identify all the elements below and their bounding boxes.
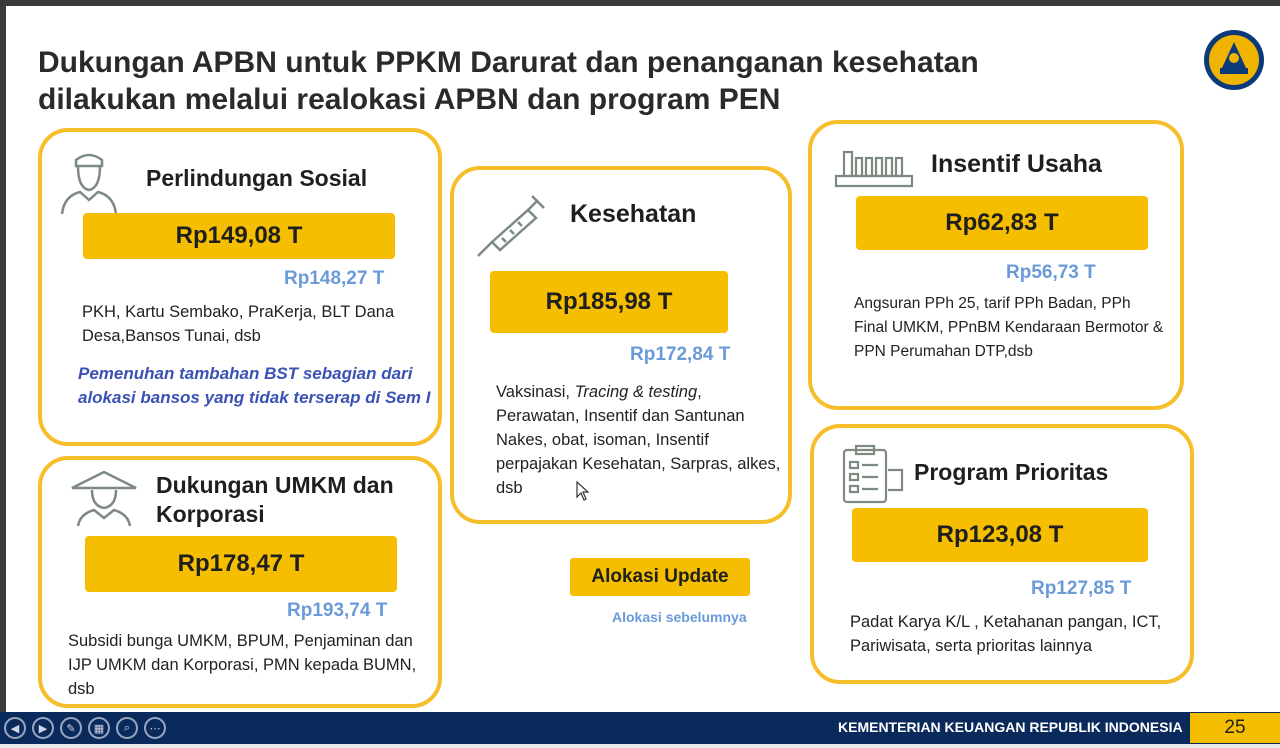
card-title-insentif: Insentif Usaha [931,150,1102,178]
factory-icon [834,146,914,188]
prev-amount-kesehatan: Rp172,84 T [630,344,731,365]
clipboard-icon [838,442,908,506]
syringe-icon [472,192,552,262]
prev-slide-icon[interactable]: ◀ [4,717,26,739]
slides-grid-icon[interactable]: ▦ [88,717,110,739]
prev-amount-prioritas: Rp127,85 T [1031,578,1132,599]
mouse-cursor-icon [576,481,590,501]
pen-icon[interactable]: ✎ [60,717,82,739]
desc-insentif: Angsuran PPh 25, tarif PPh Badan, PPh Final UMKM, PPnBM Kendaraan Bermotor & PPN Perumahan DTP,dsb [854,295,1164,360]
prev-amount-insentif: Rp56,73 T [1006,262,1096,283]
desc-kesehatan [496,380,781,500]
card-title-umkm-line1: Dukungan UMKM dan [156,472,394,498]
footer-organization: KEMENTERIAN KEUANGAN REPUBLIK INDONESIA [838,719,1183,735]
legend-alokasi-update: Alokasi Update [570,558,750,596]
note-perlindungan: Pemenuhan tambahan BST sebagian dari alokasi bansos yang tidak terserap di Sem I [78,364,431,407]
more-options-icon[interactable]: ⋯ [144,717,166,739]
prev-amount-umkm: Rp193,74 T [287,600,388,621]
slide-title [38,44,1138,118]
desc-perlindungan: PKH, Kartu Sembako, PraKerja, BLT Dana Desa,Bansos Tunai, dsb [82,303,395,345]
page-number: 25 [1190,713,1280,743]
desc-umkm: Subsidi bunga UMKM, BPUM, Penjaminan dan IJP UMKM dan Korporasi, PMN kepada BUMN, dsb [68,632,417,698]
person-icon [54,146,124,216]
presentation-controls [4,713,166,743]
prev-amount-perlindungan: Rp148,27 T [284,268,385,289]
bottom-strip [0,744,1280,748]
amount-kesehatan: Rp185,98 T [490,271,728,333]
title-line-1: Dukungan APBN untuk PPKM Darurat dan penanganan kesehatan [38,46,979,79]
amount-perlindungan: Rp149,08 T [83,213,395,259]
ministry-emblem-logo [1202,28,1266,92]
card-title-umkm [156,471,394,529]
farmer-icon [66,466,142,528]
desc-kesehatan-italic: Tracing & testing [574,383,698,401]
slide-canvas [6,6,1280,712]
card-title-perlindungan: Perlindungan Sosial [146,165,368,191]
next-slide-icon[interactable]: ▶ [32,717,54,739]
card-title-umkm-line2: Korporasi [156,501,265,527]
desc-kesehatan-part2: , Perawatan, Insentif dan Santunan Nakes, obat, isoman, Insentif perpajakan Kesehatan, Sarpras, alkes, dsb [496,383,781,497]
amount-insentif: Rp62,83 T [856,196,1148,250]
amount-prioritas: Rp123,08 T [852,508,1148,562]
amount-umkm: Rp178,47 T [85,536,397,592]
desc-kesehatan-part1: Vaksinasi, [496,383,575,401]
card-title-kesehatan: Kesehatan [570,200,697,228]
desc-prioritas: Padat Karya K/L , Ketahanan pangan, ICT, Pariwisata, serta prioritas lainnya [850,613,1162,655]
legend-alokasi-sebelumnya: Alokasi sebelumnya [612,609,747,625]
zoom-icon[interactable]: ⌕ [116,717,138,739]
card-title-prioritas: Program Prioritas [914,459,1109,485]
title-line-2: dilakukan melalui realokasi APBN dan program PEN [38,83,781,116]
